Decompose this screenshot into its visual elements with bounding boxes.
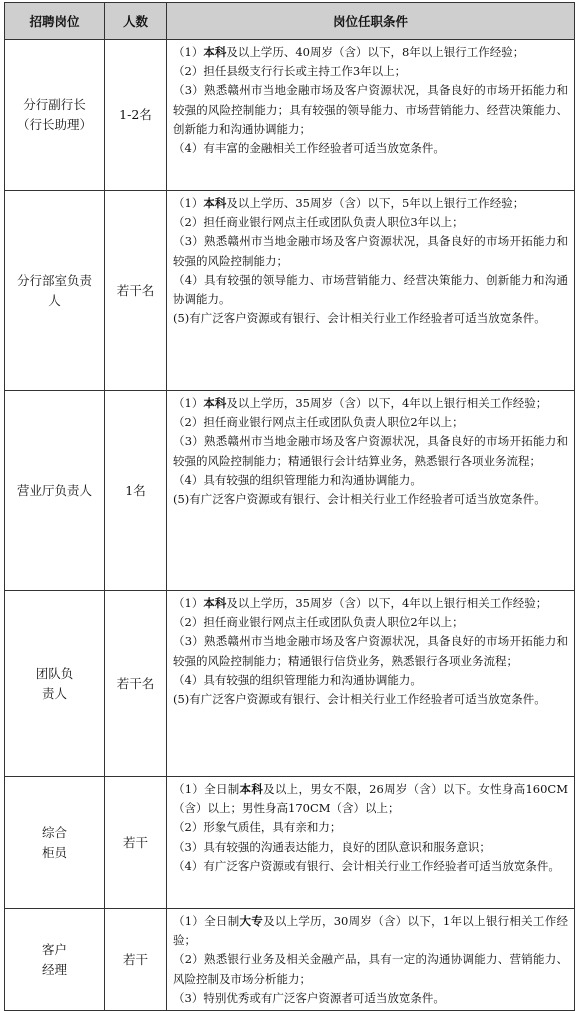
requirement-item <box>173 139 568 158</box>
requirement-item <box>173 838 568 857</box>
position-cell <box>5 909 105 1011</box>
requirement-pre-text: （2）担任商业银行网点主任或团队负责人职位2年以上； <box>173 415 464 430</box>
requirement-item <box>173 43 568 62</box>
position-cell <box>5 591 105 777</box>
requirement-pre-text: （3）熟悉赣州市当地金融市场及客户资源状况，具备良好的市场开拓能力和较强的风险控制能力；精通银行信贷业务，熟悉银行各项业务流程； <box>173 634 568 668</box>
requirement-pre-text: (5)有广泛客户资源或有银行、会计相关行业工作经验者可适当放宽条件。 <box>173 311 546 326</box>
count-cell: 若干名 <box>105 591 167 777</box>
requirement-pre-text: （3）熟悉赣州市当地金融市场及客户资源状况，具备良好的市场开拓能力和较强的风险控制能力；精通银行会计结算业务，熟悉银行各项业务流程； <box>173 434 568 468</box>
requirement-item <box>173 632 568 670</box>
count-cell: 1-2名 <box>105 40 167 191</box>
requirement-item <box>173 594 568 613</box>
requirement-item <box>173 271 568 309</box>
requirement-item <box>173 671 568 690</box>
position-line: 人 <box>48 292 61 308</box>
requirement-item <box>173 194 568 213</box>
requirement-post-text: 及以上学历、40周岁（含）以下，8年以上银行工作经验； <box>226 45 525 59</box>
requirement-item <box>173 81 568 139</box>
requirement-pre-text: （2）担任商业银行网点主任或团队负责人职位2年以上； <box>173 615 464 630</box>
requirement-pre-text: （2）熟悉银行业务及相关金融产品，具有一定的沟通协调能力、营销能力、风险控制及市场分析能力； <box>173 952 568 986</box>
recruitment-table <box>4 2 575 1011</box>
requirement-pre-text: （1） <box>173 45 204 59</box>
requirement-item <box>173 471 568 490</box>
position-line: 责人 <box>41 685 67 701</box>
requirement-pre-text: （2）形象气质佳，具有亲和力； <box>173 820 342 835</box>
requirement-post-text: 及以上学历，30周岁（含）以下，1年以上银行相关工作经验； <box>173 914 568 948</box>
requirement-bold-text: 本科 <box>203 396 227 410</box>
table-row <box>5 909 575 1011</box>
requirement-pre-text: （1）全日制 <box>173 782 240 796</box>
position-line: 分行副行长 <box>23 97 86 112</box>
requirement-pre-text: （4）有丰富的金融相关工作经验者可适当放宽条件。 <box>173 141 445 156</box>
requirement-item <box>173 394 568 413</box>
position-line: 营业厅负责人 <box>16 482 92 498</box>
requirement-bold-text: 本科 <box>203 45 227 59</box>
requirement-pre-text: （4）具有较强的组织管理能力和沟通协调能力。 <box>173 472 422 487</box>
requirement-post-text: 及以上学历，35周岁（含）以下，4年以上银行相关工作经验； <box>226 596 548 610</box>
header-requirements: 岗位任职条件 <box>167 3 575 40</box>
table-row <box>5 591 575 777</box>
requirement-pre-text: (5)有广泛客户资源或有银行、会计相关行业工作经验者可适当放宽条件。 <box>173 692 546 707</box>
requirement-item <box>173 413 568 432</box>
requirement-item <box>173 780 568 818</box>
requirement-bold-text: 本科 <box>203 596 227 610</box>
table-row <box>5 391 575 591</box>
requirement-bold-text: 本科 <box>239 782 264 796</box>
requirement-pre-text: （3）熟悉赣州市当地金融市场及客户资源状况，具备良好的市场开拓能力和较强的风险控制能力；具有较强的领导能力、市场营销能力、经营决策能力、创新能力和沟通协调能力； <box>173 83 568 136</box>
position-cell <box>5 40 105 191</box>
position-cell <box>5 391 105 591</box>
position-line: 客户 <box>41 941 67 957</box>
header-position: 招聘岗位 <box>5 3 105 40</box>
position-cell <box>5 191 105 391</box>
requirement-pre-text: （3）具有较强的沟通表达能力，良好的团队意识和服务意识； <box>173 839 491 854</box>
table-row <box>5 191 575 391</box>
requirement-item <box>173 613 568 632</box>
position-line: 综合 <box>41 824 67 840</box>
count-cell: 若干 <box>105 777 167 909</box>
requirements-cell <box>167 909 575 1011</box>
requirement-item <box>173 912 568 950</box>
table-header-row <box>5 3 575 40</box>
requirement-pre-text: （2）担任商业银行网点主任或团队负责人职位3年以上； <box>173 215 464 230</box>
requirement-pre-text: （3）特别优秀或有广泛客户资源者可适当放宽条件。 <box>173 990 445 1005</box>
requirements-cell <box>167 40 575 191</box>
requirements-cell <box>167 591 575 777</box>
requirements-cell <box>167 777 575 909</box>
requirement-pre-text: （1） <box>173 596 204 610</box>
position-cell <box>5 777 105 909</box>
position-line: 经理 <box>41 961 67 977</box>
requirement-item <box>173 690 568 709</box>
requirement-pre-text: （4）具有较强的组织管理能力和沟通协调能力。 <box>173 672 422 687</box>
position-line: 柜员 <box>41 844 67 860</box>
requirement-item <box>173 213 568 232</box>
requirement-post-text: 及以上学历，35周岁（含）以下，4年以上银行相关工作经验； <box>226 396 548 410</box>
position-line: 团队负 <box>35 665 74 681</box>
requirement-item <box>173 989 568 1008</box>
count-cell: 若干名 <box>105 191 167 391</box>
requirement-pre-text: （1） <box>173 196 204 210</box>
count-cell: 1名 <box>105 391 167 591</box>
position-line: （行长助理） <box>16 117 92 132</box>
requirement-pre-text: （3）熟悉赣州市当地金融市场及客户资源状况，具备良好的市场开拓能力和较强的风险控制能力； <box>173 234 568 268</box>
requirement-post-text: 及以上学历、35周岁（含）以下，5年以上银行工作经验； <box>226 196 525 210</box>
header-count: 人数 <box>105 3 167 40</box>
position-line: 分行部室负责 <box>16 272 92 288</box>
count-cell: 若干 <box>105 909 167 1011</box>
requirement-item <box>173 62 568 81</box>
table-row <box>5 40 575 191</box>
requirement-item <box>173 950 568 988</box>
requirement-pre-text: （1）全日制 <box>173 914 240 928</box>
requirement-pre-text: （4）有广泛客户资源或有银行、会计相关行业工作经验者可适当放宽条件。 <box>173 858 560 873</box>
requirement-item <box>173 432 568 470</box>
requirement-item <box>173 818 568 837</box>
requirement-pre-text: （1） <box>173 396 204 410</box>
requirements-cell <box>167 191 575 391</box>
requirement-pre-text: （4）具有较强的领导能力、市场营销能力、经营决策能力、创新能力和沟通协调能力。 <box>173 272 568 307</box>
requirements-cell <box>167 391 575 591</box>
requirement-post-text: 及以上，男女不限，26周岁（含）以下。女性身高160CM（含）以上；男性身高170CM（含）以上； <box>173 782 569 816</box>
requirement-bold-text: 大专 <box>239 914 264 928</box>
requirement-item <box>173 309 568 328</box>
requirement-bold-text: 本科 <box>203 196 227 210</box>
table-row <box>5 777 575 909</box>
requirement-pre-text: (5)有广泛客户资源或有银行、会计相关行业工作经验者可适当放宽条件。 <box>173 492 546 507</box>
requirement-item <box>173 232 568 270</box>
requirement-item <box>173 857 568 876</box>
requirement-item <box>173 490 568 509</box>
requirement-pre-text: （2）担任县级支行行长或主持工作3年以上； <box>173 64 407 79</box>
